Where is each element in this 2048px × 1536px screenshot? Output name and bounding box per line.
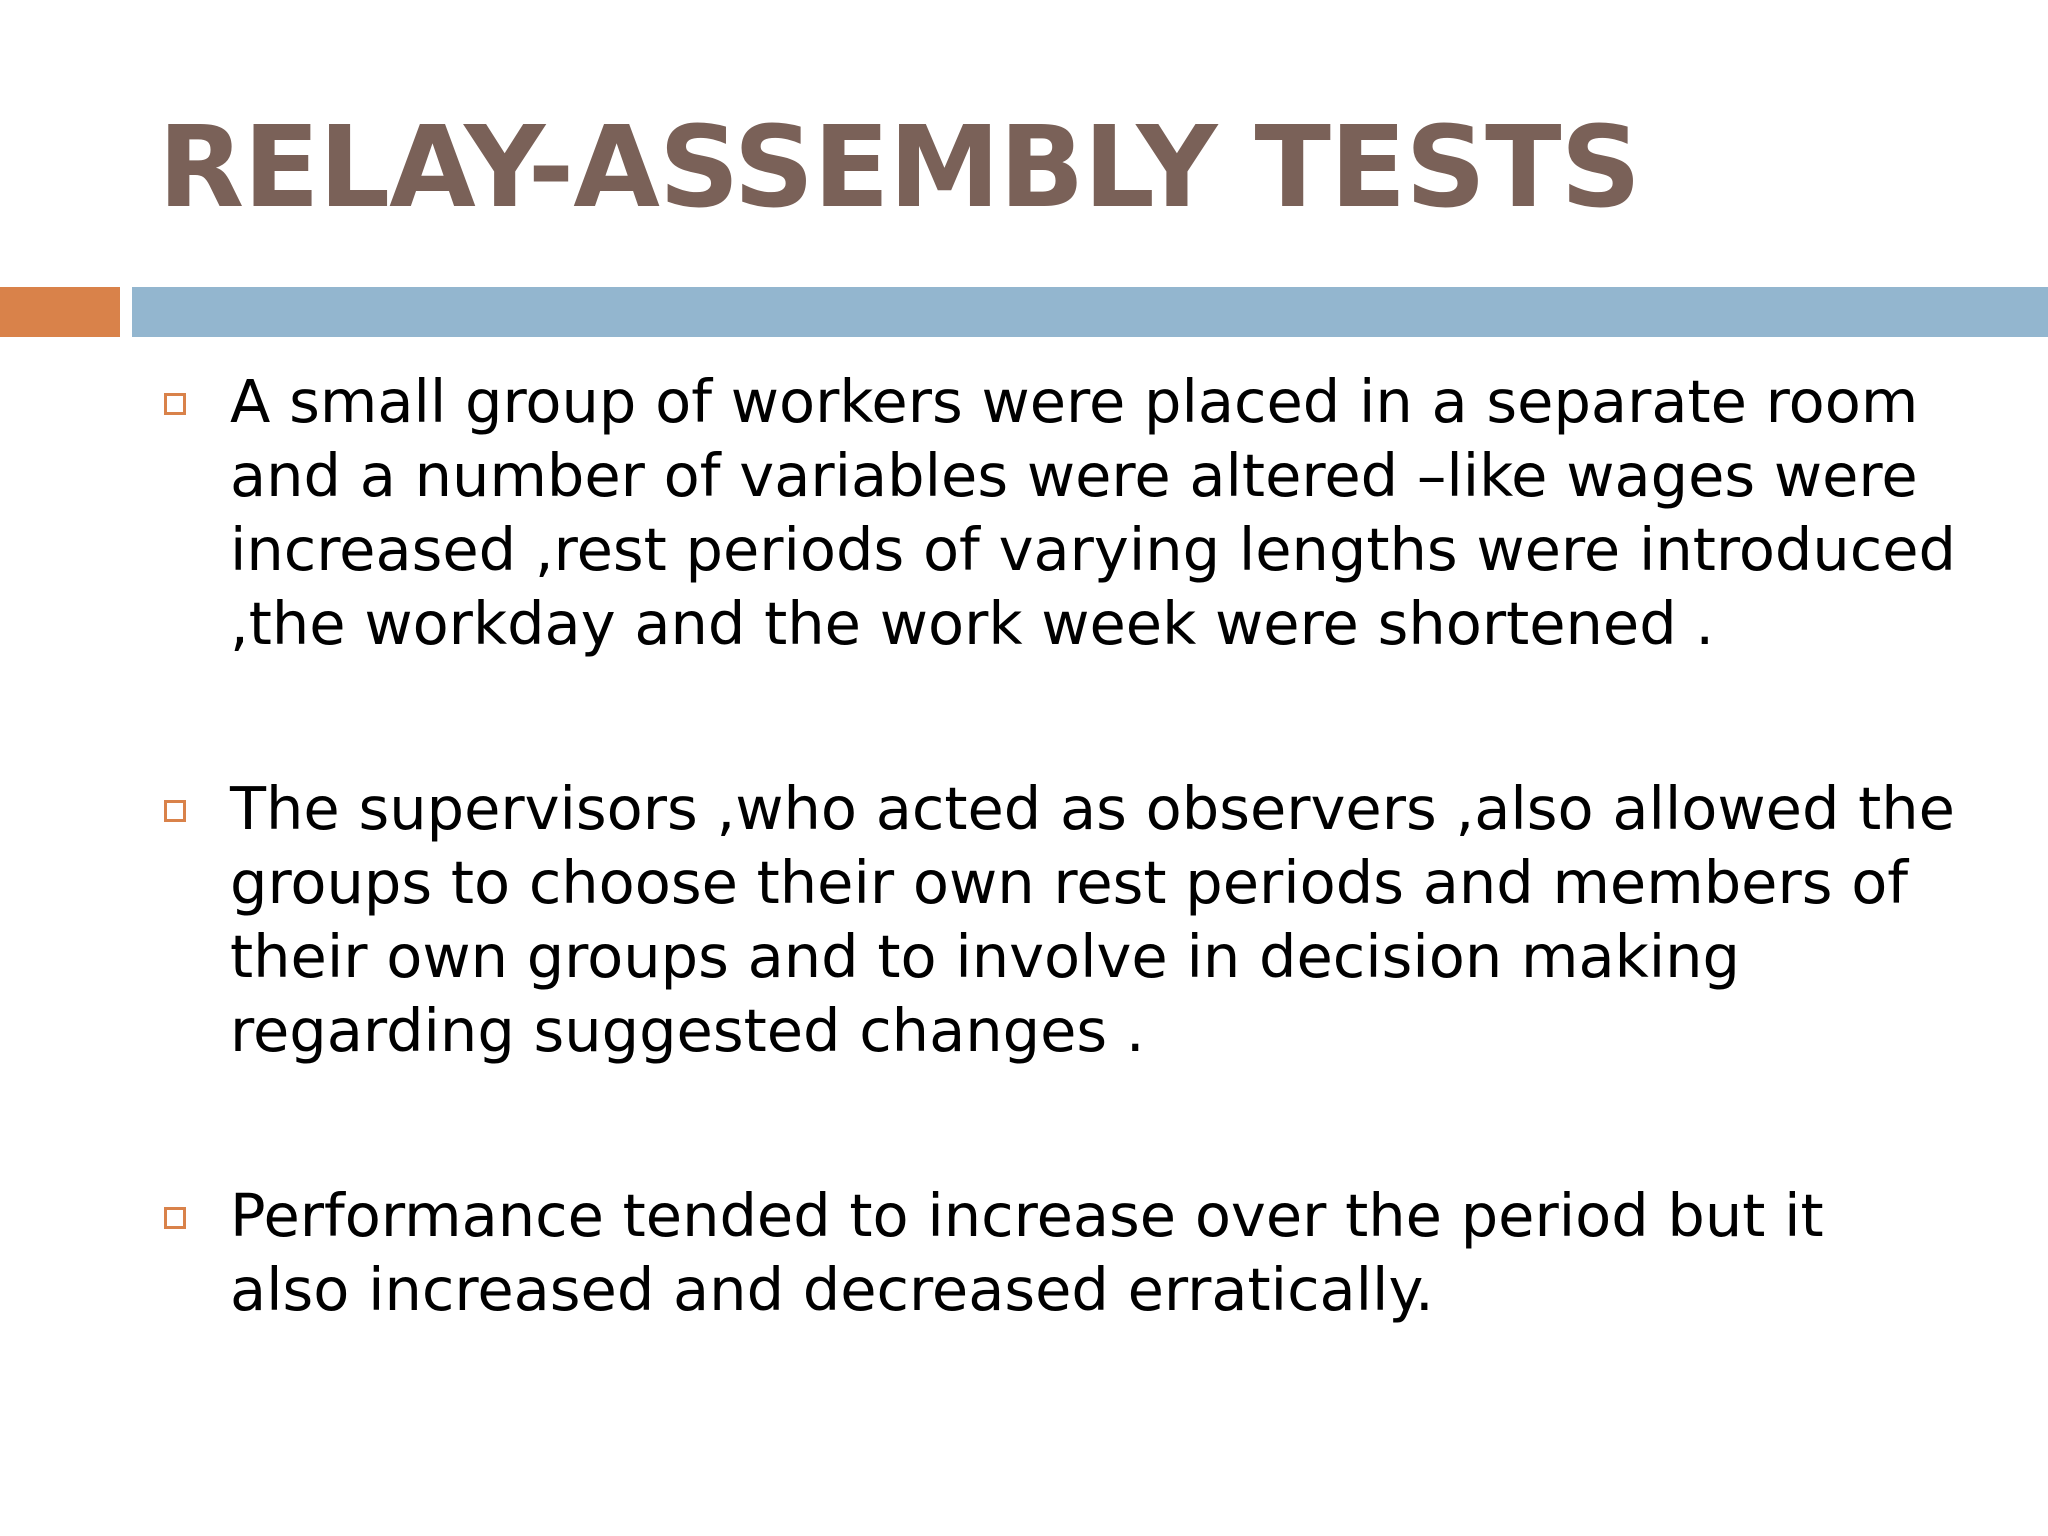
bullet-list — [158, 365, 1958, 1327]
square-bullet-icon — [164, 800, 186, 822]
square-bullet-icon — [164, 1207, 186, 1229]
bullet-item — [158, 365, 1958, 661]
title-rule-bar — [132, 287, 2048, 337]
bullet-item — [158, 1179, 1958, 1327]
bullet-text: Performance tended to increase over the period but it also increased and decreased erratically. — [230, 1181, 1824, 1324]
slide-title: RELAY-ASSEMBLY TESTS — [158, 103, 1641, 233]
bullet-text: The supervisors ,who acted as observers ,also allowed the groups to choose their own rest periods and members of their own groups and to involve in decision making regarding suggested changes . — [230, 774, 1955, 1065]
square-bullet-icon — [164, 393, 186, 415]
bullet-text: A small group of workers were placed in a separate room and a number of variables were altered –like wages were increased ,rest periods of varying lengths were introduced ,the workday and the work week were shortened . — [230, 367, 1956, 658]
bullet-item — [158, 772, 1958, 1068]
accent-bar — [0, 287, 120, 337]
